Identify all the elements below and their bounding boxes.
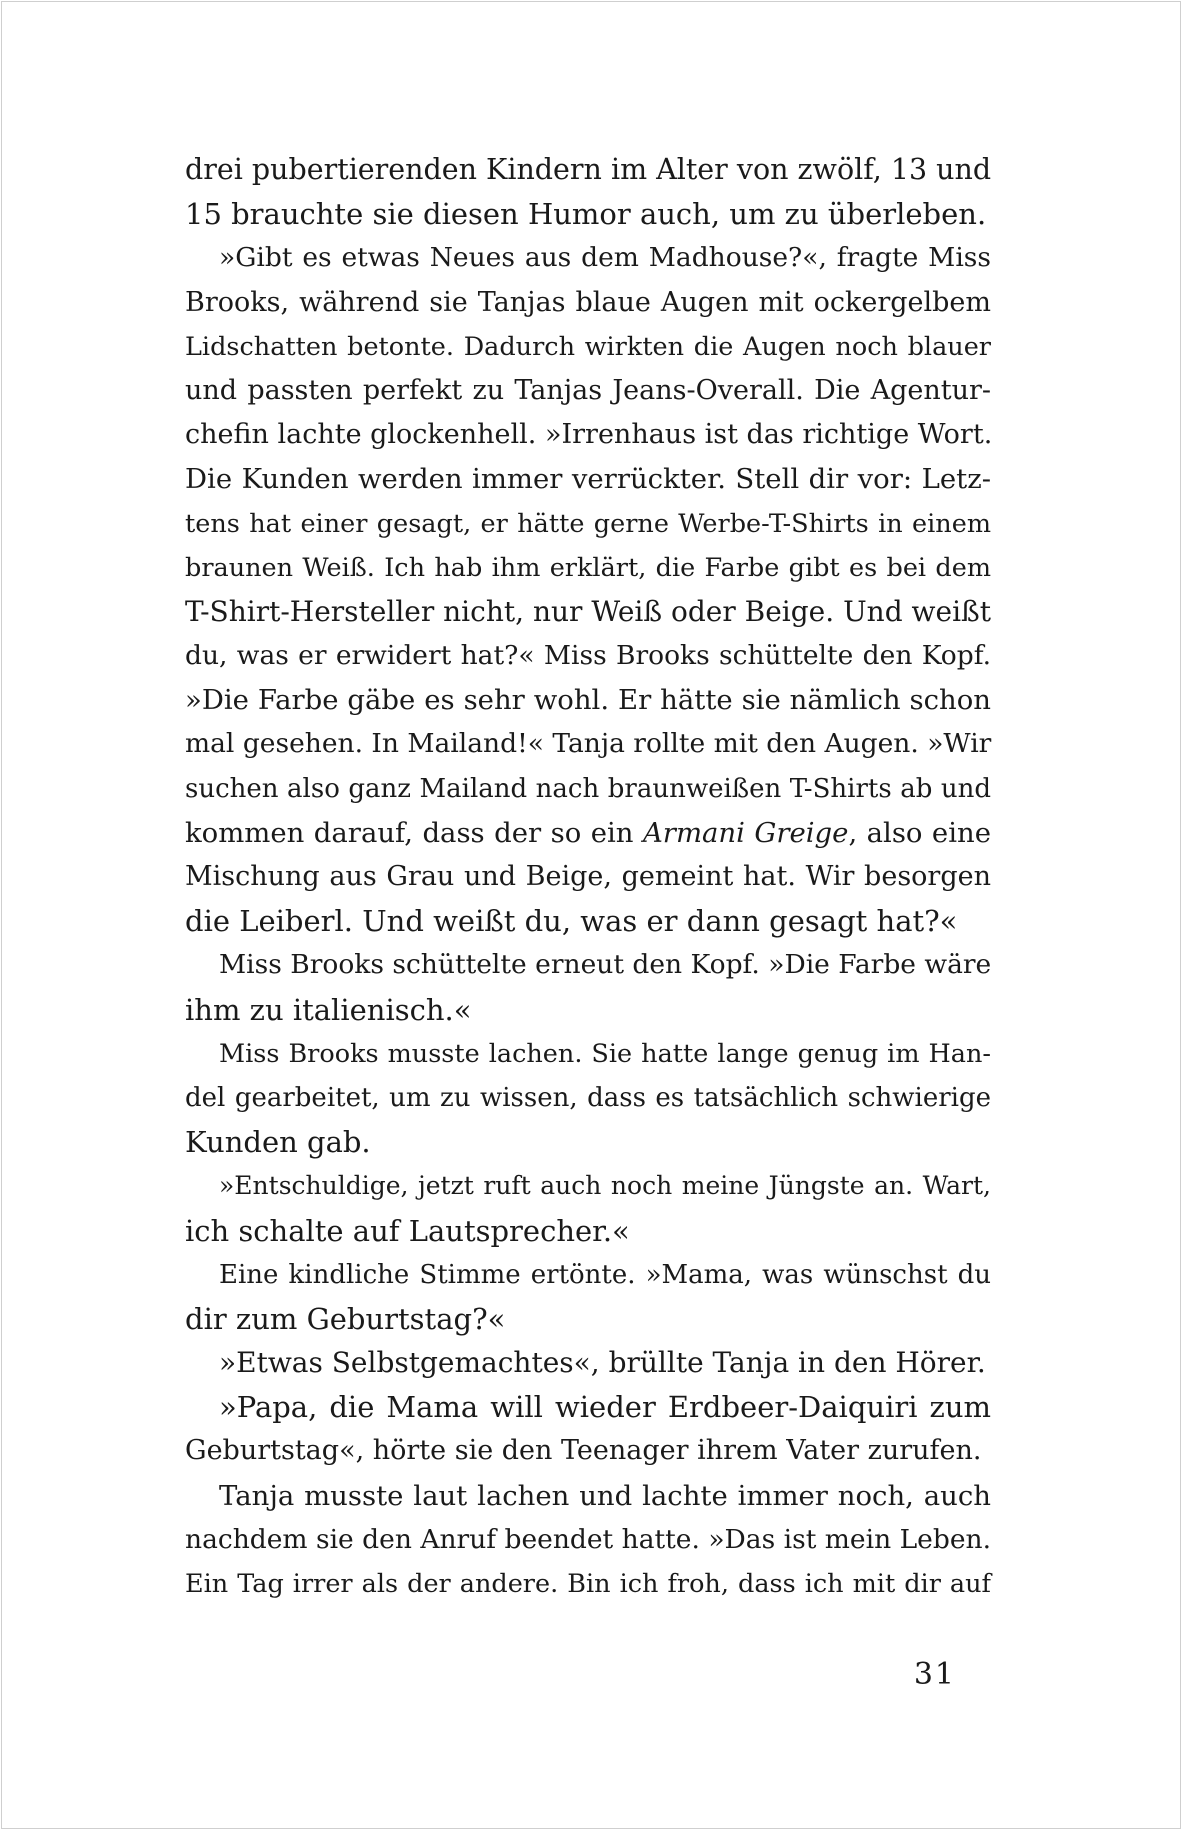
text-line (185, 457, 991, 501)
text-line-content: Lidschatten betonte. Dadurch wirkten die Augen noch blauer (185, 331, 991, 362)
text-line-content: del gearbeitet, um zu wissen, dass es tatsächlich schwierige (185, 1082, 991, 1113)
text-line (185, 325, 991, 369)
text-line-content: die Leiberl. Und weißt du, was er dann gesagt hat?« (185, 904, 958, 939)
text-line (185, 369, 991, 413)
text-line-content: suchen also ganz Mailand nach braunweißen T-Shirts ab und (185, 773, 991, 804)
text-line-content: und passten perfekt zu Tanjas Jeans-Overall. Die Agentur- (185, 374, 991, 406)
text-line-content: Kunden gab. (185, 1125, 371, 1160)
text-line-content: mal gesehen. In Mailand!« Tanja rollte mit den Augen. »Wir (185, 728, 992, 760)
text-line (185, 1164, 991, 1208)
text-line (185, 988, 991, 1032)
text-line-content: kommen darauf, dass der so ein (185, 816, 643, 849)
text-line (185, 148, 991, 192)
text-line-content: ich schalte auf Lautsprecher.« (185, 1213, 630, 1248)
text-line-content: 15 brauchte sie diesen Humor auch, um zu überleben. (185, 197, 987, 232)
text-line (185, 634, 991, 678)
text-line-content: Tanja musste laut lachen und lachte immer noch, auch (219, 1479, 991, 1512)
text-line-content: drei pubertierenden Kindern im Alter von zwölf, 13 und (185, 153, 992, 186)
text-line (185, 1385, 991, 1429)
text-line-content: nachdem sie den Anruf beendet hatte. »Das ist mein Leben. (185, 1523, 991, 1555)
text-line (185, 192, 991, 236)
text-line-content: braunen Weiß. Ich hab ihm erklärt, die Farbe gibt es bei dem (185, 552, 991, 583)
text-line (185, 413, 991, 457)
text-line (185, 1297, 991, 1341)
text-line-content: du, was er erwidert hat?« Miss Brooks schüttelte den Kopf. (185, 640, 991, 672)
text-line-content: Ein Tag irrer als der andere. Bin ich froh, dass ich mit dir auf (185, 1569, 991, 1599)
text-line (185, 1562, 991, 1606)
text-line-content: T-Shirt-Hersteller nicht, nur Weiß oder Beige. Und weißt (185, 594, 991, 628)
text-line (185, 1076, 991, 1120)
text-line-content: Brooks, während sie Tanjas blaue Augen mit ockergelbem (185, 286, 991, 318)
text-line (185, 1474, 991, 1518)
text-line (185, 1209, 991, 1253)
text-line (185, 1518, 991, 1562)
text-line-content: Die Kunden werden immer verrückter. Stell dir vor: Letz- (185, 463, 991, 496)
text-line-content: dir zum Geburtstag?« (185, 1301, 506, 1336)
text-line-content: tens hat einer gesagt, er hätte gerne Werbe-T-Shirts in einem (185, 508, 991, 539)
text-line-content: »Etwas Selbstgemachtes«, brüllte Tanja in den Hörer. (219, 1346, 986, 1380)
text-line-content: ihm zu italienisch.« (185, 992, 472, 1027)
text-line-content: »Gibt es etwas Neues aus dem Madhouse?«, fragte Miss (219, 242, 991, 274)
text-line (185, 502, 991, 546)
text-line-content: »Papa, die Mama will wieder Erdbeer-Daiquiri zum (219, 1390, 991, 1425)
text-line (185, 236, 991, 280)
text-line (185, 1341, 991, 1385)
text-line (185, 281, 991, 325)
body-text (185, 148, 991, 1606)
text-line (185, 1429, 991, 1473)
text-line-content: »Entschuldige, jetzt ruft auch noch meine Jüngste an. Wart, (219, 1171, 991, 1201)
text-line (185, 811, 991, 855)
text-line (185, 1032, 991, 1076)
text-line (185, 1253, 991, 1297)
text-line (185, 943, 991, 987)
text-line-content: chefin lachte glockenhell. »Irrenhaus ist das richtige Wort. (185, 419, 993, 451)
italic-phrase: Armani Greige (642, 816, 849, 849)
book-page (1, 1, 1181, 1829)
page-number: 31 (913, 1657, 956, 1692)
text-line (185, 1120, 991, 1164)
text-line-content: Mischung aus Grau und Beige, gemeint hat. Wir besorgen (185, 861, 991, 892)
text-line (185, 678, 991, 722)
text-line (185, 767, 991, 811)
text-line-content: Geburtstag«, hörte sie den Teenager ihrem Vater zurufen. (185, 1435, 982, 1467)
text-line-content: Eine kindliche Stimme ertönte. »Mama, was wünschst du (219, 1259, 991, 1290)
text-line-content: Miss Brooks schüttelte erneut den Kopf. »Die Farbe wäre (219, 949, 992, 981)
text-line-content: »Die Farbe gäbe es sehr wohl. Er hätte sie nämlich schon (185, 684, 991, 717)
text-line (185, 899, 991, 943)
text-line (185, 590, 991, 634)
text-line (185, 855, 991, 899)
text-line (185, 722, 991, 766)
text-line-content: Miss Brooks musste lachen. Sie hatte lange genug im Han- (219, 1038, 991, 1069)
text-line-continuation: , also eine (848, 816, 991, 849)
text-line (185, 546, 991, 590)
